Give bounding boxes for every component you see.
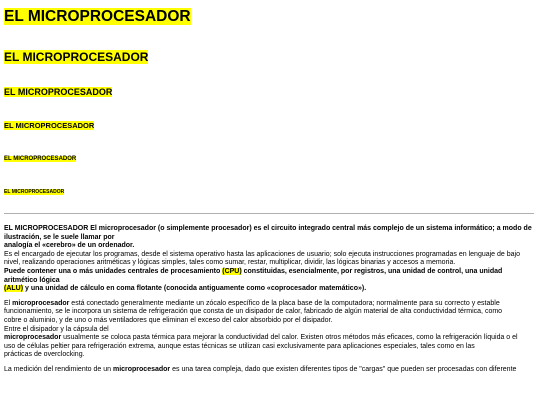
heading-4 — [4, 122, 94, 130]
heading-2-text: EL MICROPROCESADOR — [4, 50, 149, 64]
cooling-c1: está conectado generalmente mediante un zócalo específico de la placa base de la computadora; normalmente para su correcto y estable — [69, 299, 500, 307]
heading-1-text: EL MICROPROCESADOR — [4, 8, 191, 25]
paragraph-intro — [4, 225, 536, 294]
heading-4-text: EL MICROPROCESADOR — [4, 121, 95, 130]
heading-5 — [4, 156, 76, 162]
intro-line-3: Es el encargado de ejecutar los programas, desde el sistema operativo hasta las aplicaciones de usuario; solo ejecuta instrucciones programadas en lenguaje de bajo — [4, 250, 520, 258]
intro-lead-2: analogía el «cerebro» de un ordenador. — [4, 242, 135, 250]
alu-highlight: (ALU) — [4, 285, 24, 293]
horizontal-rule — [4, 213, 534, 214]
performance-c1: es una tarea compleja, dado que existen diferentes tipos de "cargas" que pueden ser procesadas con diferente — [170, 365, 517, 373]
performance-a1: La medición del rendimiento de un — [4, 365, 113, 373]
cpu-highlight: (CPU) — [222, 267, 242, 275]
heading-3 — [4, 88, 112, 97]
article-body — [4, 225, 536, 375]
heading-3-text: EL MICROPROCESADOR — [4, 87, 113, 97]
performance-keyword: microprocesador — [112, 365, 171, 373]
heading-5-text: EL MICROPROCESADOR — [4, 156, 77, 162]
cooling-a1: El — [4, 299, 13, 307]
heading-6-text: EL MICROPROCESADOR — [4, 189, 65, 195]
paragraph-performance — [4, 366, 536, 375]
intro-line-5a: Puede contener una o más unidades centrales de procesamiento — [4, 267, 223, 275]
cooling-keyword-2: microprocesador — [4, 334, 62, 342]
cooling-c2: usualmente se coloca pasta térmica para mejorar la conductividad del calor. Existen otros métodos más eficaces, como la refrigeración líquida o el — [61, 334, 518, 342]
intro-line-4: nivel, realizando operaciones aritméticas y lógicas simples, tales como sumar, restar, multiplicar, dividir, las lógicas binarias y accesos a memoria. — [4, 259, 456, 267]
paragraph-cooling — [4, 300, 536, 360]
intro-line-5b: constituidas, esencialmente, por registros, una unidad de control, una unidad aritmético lógica — [4, 267, 503, 284]
heading-1 — [4, 9, 191, 25]
heading-6 — [4, 190, 64, 195]
cooling-line-7: prácticas de overclocking. — [4, 351, 85, 359]
cooling-line-3: cobre o aluminio, y de uno o más ventiladores que eliminan el exceso del calor absorbido por el disipador. — [4, 316, 333, 324]
cooling-line-6: uso de células peltier para refrigeración extrema, aunque estas técnicas se utilizan casi exclusivamente para aplicaciones especiales, tales como en las — [4, 342, 475, 350]
heading-2 — [4, 51, 148, 63]
intro-lead: EL MICROPROCESADOR El microprocesador (o simplemente procesador) es el circuito integrado central más complejo de un sistema informático; a modo de ilustración, se le suele llamar por — [4, 225, 532, 241]
cooling-line-4: Entre el disipador y la cápsula del — [4, 325, 109, 333]
cooling-line-2: funcionamiento, se le incorpora un sistema de refrigeración que consta de un disipador de calor, fabricado de algún material de alta conductividad térmica, como — [4, 308, 503, 316]
cooling-keyword-1: microprocesador — [12, 299, 70, 307]
intro-line-6b: y una unidad de cálculo en coma flotante (conocida antiguamente como «coprocesador matemático»). — [23, 285, 367, 293]
